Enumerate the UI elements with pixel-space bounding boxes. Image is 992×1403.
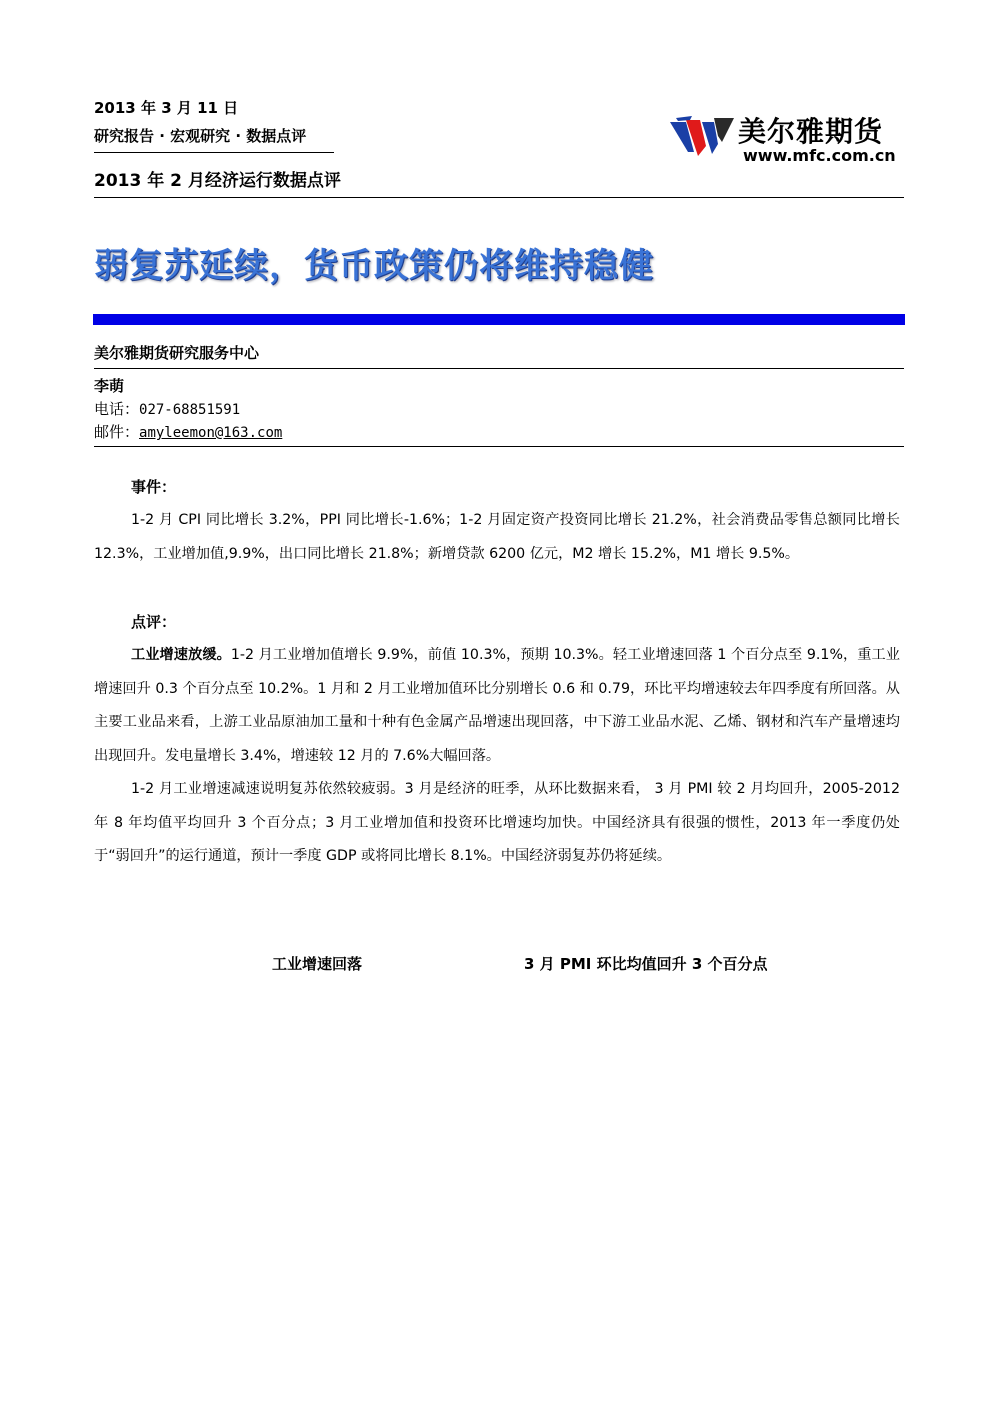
phone-label: 电话： xyxy=(94,400,140,418)
company-logo xyxy=(668,108,908,168)
author-email xyxy=(94,421,282,442)
accent-bar xyxy=(93,314,905,325)
report-category: 研究报告 · 宏观研究 · 数据点评 xyxy=(94,127,307,145)
comment-p1-lead: 工业增速放缓。 xyxy=(131,647,231,663)
comment-title: 点评： xyxy=(131,613,177,631)
research-center: 美尔雅期货研究服务中心 xyxy=(94,344,260,362)
comment-paragraph-1 xyxy=(94,639,900,773)
phone-number: 027-68851591 xyxy=(139,402,241,418)
logo-url: www.mfc.com.cn xyxy=(743,146,896,165)
event-title: 事件： xyxy=(131,478,177,496)
report-headline: 弱复苏延续，货币政策仍将维持稳健 xyxy=(94,246,654,286)
chart-title-left: 工业增速回落 xyxy=(272,955,363,973)
author-name: 李萌 xyxy=(94,377,125,395)
author-divider xyxy=(94,446,904,447)
comment-body xyxy=(94,639,900,874)
author-phone xyxy=(94,398,240,419)
report-subtitle: 2013 年 2 月经济运行数据点评 xyxy=(94,171,341,191)
logo-name: 美尔雅期货 xyxy=(738,115,884,148)
comment-paragraph-2: 1-2 月工业增速减速说明复苏依然较疲弱。3 月是经济的旺季，从环比数据来看， 3 月 PMI 较 2 月均回升，2005-2012 年 8 年均值平均回升 3 个百分点；3 月工业增加值和投资环比增速均加快。中国经济具有很强的惯性，2013 年一季度仍处于“弱回升”的运行通道，预计一季度 GDP 或将同比增长 8.1%。中国经济弱复苏仍将延续。 xyxy=(94,781,900,864)
event-body xyxy=(94,504,900,571)
header-divider-2 xyxy=(94,197,904,198)
event-paragraph: 1-2 月 CPI 同比增长 3.2%，PPI 同比增长-1.6%；1-2 月固定资产投资同比增长 21.2%，社会消费品零售总额同比增长 12.3%，工业增加值,9.9%，出口同比增长 21.8%；新增贷款 6200 亿元，M2 增长 15.2%，M1 增长 9.5%。 xyxy=(94,512,900,562)
email-link[interactable]: amyleemon@163.com xyxy=(139,425,283,441)
comment-p1-text: 1-2 月工业增加值增长 9.9%，前值 10.3%，预期 10.3%。轻工业增速回落 1 个百分点至 9.1%，重工业增速回升 0.3 个百分点至 10.2%。1 月和 2 月工业增加值环比分别增长 0.6 和 0.79，环比平均增速较去年四季度有所回落。从主要工业品来看，上游工业品原油加工量和十种有色金属产品增速出现回落，中下游工业品水泥、乙烯、钢材和汽车产量增速均出现回升。发电量增长 3.4%，增速较 12 月的 7.6%大幅回落。 xyxy=(94,647,900,764)
header-divider-1 xyxy=(94,152,334,153)
org-divider xyxy=(94,368,904,369)
report-date: 2013 年 3 月 11 日 xyxy=(94,99,239,117)
chart-title-right: 3 月 PMI 环比均值回升 3 个百分点 xyxy=(524,955,768,973)
email-label: 邮件： xyxy=(94,423,140,441)
logo-mark-icon xyxy=(668,112,736,162)
